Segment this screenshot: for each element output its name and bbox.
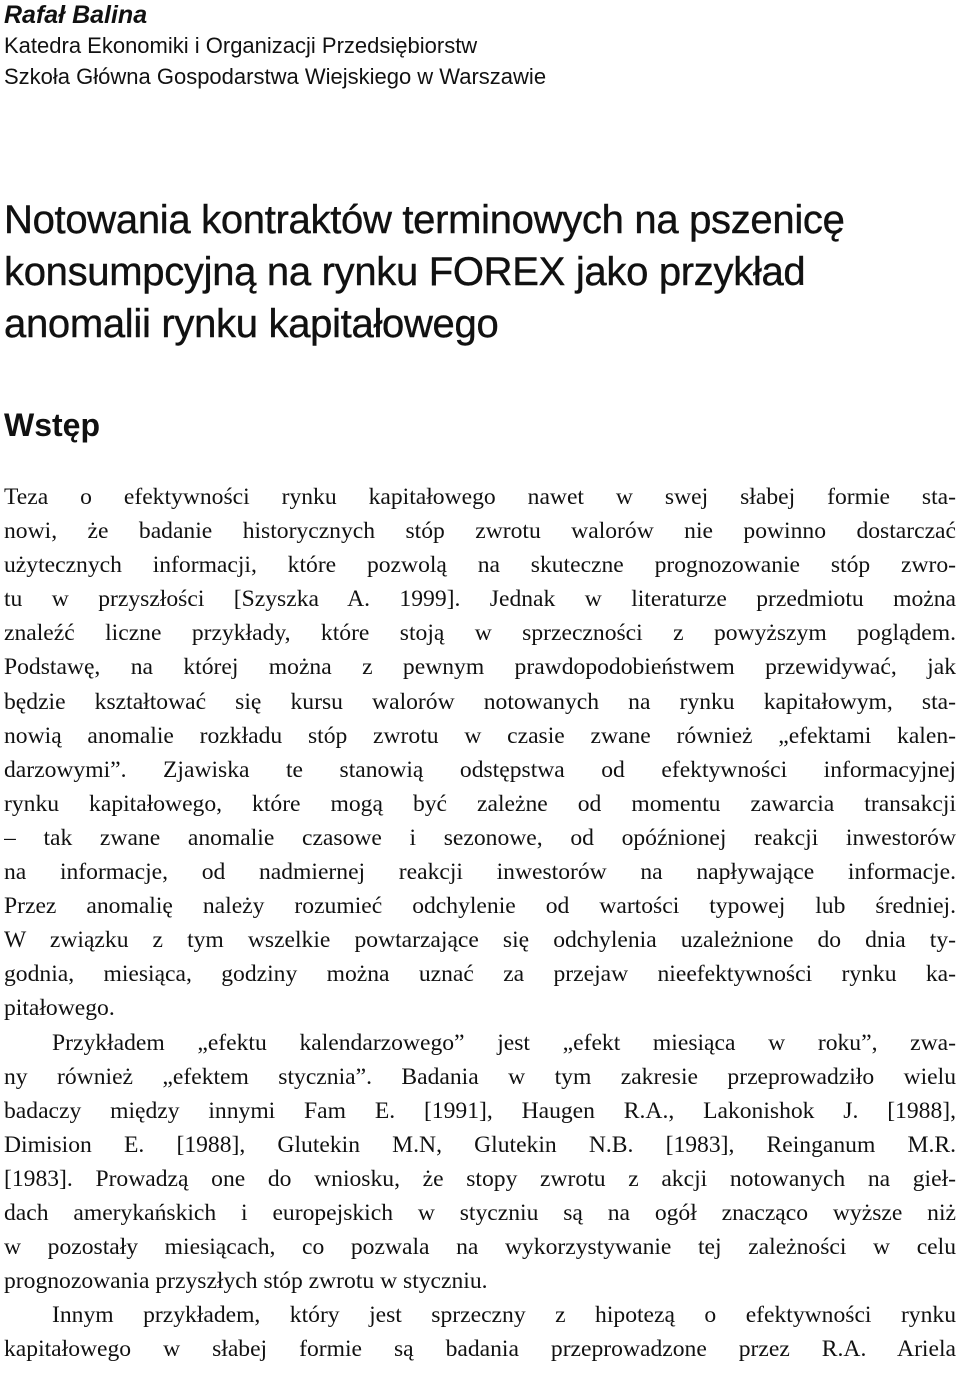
text-line: Innym przykładem, który jest sprzeczny z hipotezą o efektywności rynku — [52, 1302, 956, 1329]
paragraph — [4, 1026, 956, 1299]
article-title: Notowania kontraktów terminowych na pszenicę konsumpcyjną na rynku FOREX jako przykład anomalii rynku kapitałowego — [4, 198, 845, 346]
paragraph — [4, 480, 956, 1026]
text-line: dach amerykańskich i europejskich w styczniu są na ogół znacząco wyższe niż — [4, 1199, 956, 1226]
text-line: Przez anomalię należy rozumieć odchylenie od wartości typowej lub średniej. — [4, 893, 956, 920]
text-line: Teza o efektywności rynku kapitałowego nawet w swej słabej formie sta- — [4, 484, 956, 510]
text-line: nowi, że badanie historycznych stóp zwrotu walorów nie powinno dostarczać — [4, 518, 956, 545]
text-line: znaleźć liczne przykłady, które stoją w sprzeczności z powyższym poglądem. — [4, 620, 956, 647]
text-line: darzowymi”. Zjawiska te stanowią odstępstwa od efektywności informacyjnej — [4, 756, 956, 783]
affiliation-department: Katedra Ekonomiki i Organizacji Przedsiębiorstw — [4, 33, 478, 58]
text-line: tu w przyszłości [Szyszka A. 1999]. Jednak w literaturze przedmiotu można — [4, 586, 956, 613]
text-line: kapitałowego w słabej formie są badania przeprowadzone przez R.A. Ariela — [4, 1336, 956, 1363]
text-line: ny również „efektem stycznia”. Badania w tym zakresie przeprowadziło wielu — [4, 1063, 956, 1090]
affiliation-university: Szkoła Główna Gospodarstwa Wiejskiego w Warszawie — [4, 64, 547, 89]
text-line: Podstawę, na której można z pewnym prawdopodobieństwem przewidywać, jak — [4, 654, 956, 681]
text-line: w pozostały miesiącach, co pozwala na wykorzystywanie tej zależności w celu — [4, 1234, 956, 1261]
text-line: badaczy między innymi Fam E. [1991], Haugen R.A., Lakonishok J. [1988], — [4, 1097, 956, 1124]
text-line: prognozowania przyszłych stóp zwrotu w styczniu. — [4, 1268, 488, 1295]
text-line: – tak zwane anomalie czasowe i sezonowe, od opóźnionej reakcji inwestorów — [4, 824, 956, 851]
text-line: użytecznych informacji, które pozwolą na skuteczne prognozowanie stóp zwro- — [4, 552, 956, 579]
text-line: Przykładem „efektu kalendarzowego” jest „efekt miesiąca w roku”, zwa- — [52, 1029, 956, 1056]
text-line: W związku z tym wszelkie powtarzające się odchylenia uzależnione do dnia ty- — [4, 927, 956, 954]
text-line: godnia, miesiąca, godziny można uznać za przejaw nieefektywności rynku ka- — [4, 961, 956, 988]
body-text — [4, 480, 956, 1366]
text-line: nowią anomalie rozkładu stóp zwrotu w czasie zwane również „efektami kalen- — [4, 722, 956, 749]
text-line: pitałowego. — [4, 995, 115, 1022]
text-line: [1983]. Prowadzą one do wniosku, że stopy zwrotu z akcji notowanych na gieł- — [4, 1165, 956, 1192]
author-name: Rafał Balina — [4, 1, 148, 29]
text-line: Dimision E. [1988], Glutekin M.N, Glutekin N.B. [1983], Reinganum M.R. — [4, 1131, 956, 1158]
section-heading: Wstęp — [4, 407, 100, 443]
text-line: rynku kapitałowego, które mogą być zależne od momentu zawarcia transakcji — [4, 790, 956, 817]
text-line: będzie kształtować się kursu walorów notowanych na rynku kapitałowym, sta- — [4, 688, 956, 715]
text-line: na informacje, od nadmiernej reakcji inwestorów na napływające informacje. — [4, 859, 956, 886]
paragraph — [4, 1298, 956, 1366]
